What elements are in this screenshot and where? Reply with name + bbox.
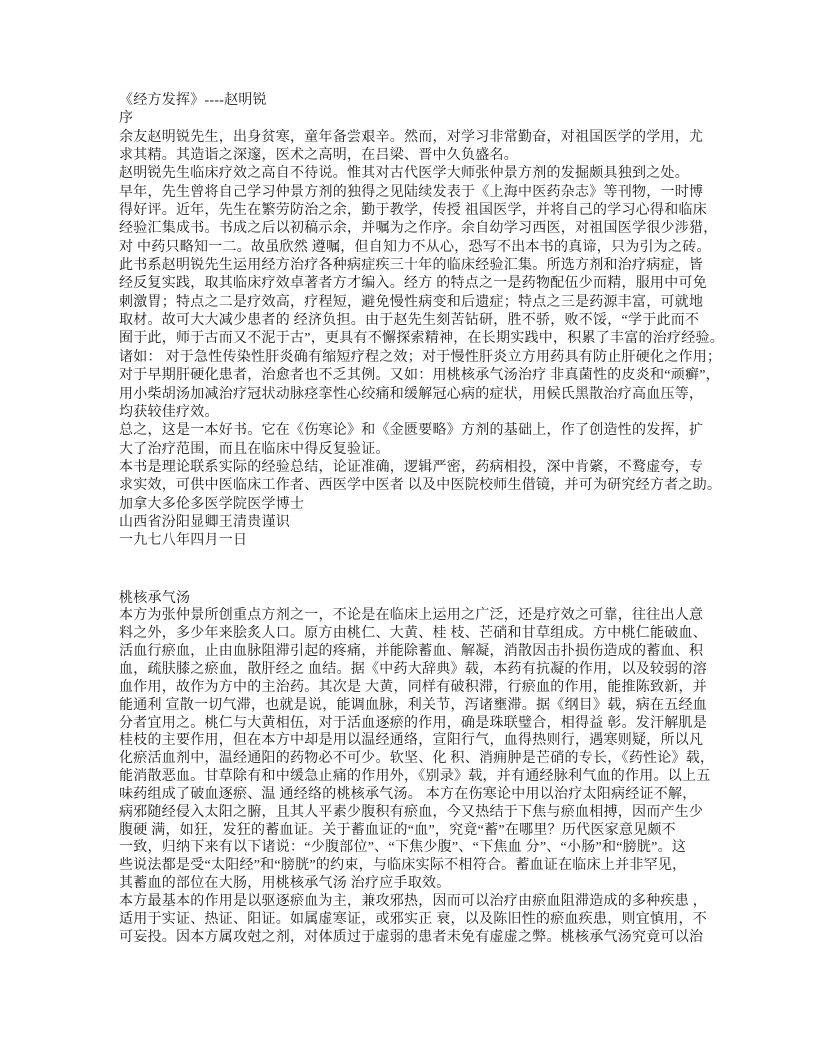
chapter-text-line: 血作用，故作为方中的主治药。其次是 大黄，同样有破积滞，行瘀血的作用，能推陈致新，并 bbox=[119, 679, 707, 695]
preface-text-line: 大了治疗范围，而且在临床中得反复验证。 bbox=[119, 441, 390, 457]
preface-text-line: 求其精。其造诣之深邃，医术之高明，在吕梁、晋中久负盛名。 bbox=[119, 148, 518, 164]
book-title: 《经方发挥》----赵明锐 bbox=[119, 93, 267, 108]
chapter-section bbox=[119, 590, 715, 947]
chapter-text-line: 味药组成了破血逐瘀、温 通经络的桃核承气汤。 本方在伤寒论中用以治疗太阳病经证不解， bbox=[119, 786, 697, 802]
chapter-text-line: 桂枝的主要作用，但在本方中却是用以温经通络，宣阳行气，血得热则行，遇寒则疑，所以凡 bbox=[119, 733, 704, 749]
preface-text-line: 余友赵明锐先生，出身贫寒，童年备尝艰辛。然而，对学习非常勤奋，对祖国医学的学用，尤 bbox=[119, 129, 704, 145]
chapter-text-line: 血，疏肤膝之瘀血，散肝经之 血结。据《中药大辞典》载，本药有抗凝的作用，以及较弱的溶 bbox=[119, 661, 707, 677]
preface-text-line: 刺激胃；特点之二是疗效高，疗程短，避免慢性病变和后遗症；特点之三是药源丰富，可就地 bbox=[119, 294, 704, 310]
chapter-body bbox=[119, 607, 715, 946]
chapter-text-line: 活血行瘀血，止由血脉阻滞引起的疼痛，并能除蓄血、解凝，消散因击扑损伤造成的蓄血、积 bbox=[119, 644, 704, 660]
preface-text-line: 用小柴胡汤加减治疗冠状动脉痉挛性心绞痛和缓解冠心病的症状，用候氏黑散治疗高血压等， bbox=[119, 386, 704, 402]
chapter-text-line: 能消散恶血。甘草除有和中缓急止痛的作用外，《别录》载，并有通经脉利气血的作用。以上五 bbox=[119, 769, 711, 785]
chapter-text-line: 一致，归纳下来有以下诸说：“少腹部位”、“下焦少腹”、“下焦血 分”、“小肠”和“膀胱”。这 bbox=[119, 840, 687, 856]
preface-heading: 序 bbox=[119, 111, 134, 127]
preface-text-line: 均获较佳疗效。 bbox=[119, 404, 219, 420]
chapter-text-line: 本方最基本的作用是以驱逐瘀血为主，兼攻邪热，因而可以治疗由瘀血阻滞造成的多种疾患 ， bbox=[119, 893, 707, 909]
preface-text-line: 诸如： 对于急性传染性肝炎确有缩短疗程之效；对于慢性肝炎立方用药具有防止肝硬化之作用； bbox=[119, 349, 722, 365]
preface-text-line: 赵明锐先生临床疗效之高自不待说。惟其对古代医学大师张仲景方剂的发掘颇具独到之处。 bbox=[119, 166, 689, 182]
preface-text-line: 得好评。近年，先生在繁劳防治之余，勤于教学，传授 祖国医学，并将自己的学习心得和临床 bbox=[119, 203, 707, 219]
preface-text-line: 山西省汾阳显卿王清贵谨识 bbox=[119, 514, 290, 530]
chapter-text-line: 化瘀活血剂中，温经通阳的药物必不可少。软坚、化 积、消痈肿是芒硝的专长，《药性论》载， bbox=[119, 751, 715, 767]
chapter-text-line: 料之外，多少年来脍炙人口。原方由桃仁、大黄、桂 枝、芒硝和甘草组成。方中桃仁能破血、 bbox=[119, 626, 707, 642]
preface-text-line: 经验汇集成书。书成之后以初稿示余，并嘱为之作序。余自幼学习西医，对祖国医学很少涉猎， bbox=[119, 221, 718, 237]
chapter-text-line: 些说法都是受“太阳经”和“膀胱”的约束，与临床实际不相符合。蓄血证在临床上并非罕见， bbox=[119, 858, 687, 874]
preface-text-line: 经反复实践，取其临床疗效卓著者方才编入。经方 的特点之一是药物配伍少而精，服用中可免 bbox=[119, 276, 707, 292]
preface-text-line: 对于早期肝硬化患者，治愈者也不乏其例。又如：用桃核承气汤治疗 非真菌性的皮炎和“顽癣”， bbox=[119, 368, 720, 384]
chapter-text-line: 其蓄血的部位在大肠，用桃核承气汤 治疗应手取效。 bbox=[119, 876, 451, 892]
preface-text-line: 一九七八年四月一日 bbox=[119, 533, 248, 549]
preface-text-line: 取材。故可大大减少患者的 经济负担。由于赵先生刻苦钻研，胜不骄，败不馁，“学于此而不 bbox=[119, 313, 700, 329]
chapter-text-line: 能通利 宣散一切气滞，也就是说，能调血脉，利关节，泻诸壅滞。据《纲目》载，病在五经血 bbox=[119, 697, 707, 713]
preface-text-line: 总之，这是一本好书。它在《伤寒论》和《金匮要略》方剂的基础上，作了创造性的发挥，扩 bbox=[119, 423, 704, 439]
preface-text-line: 求实效，可供中医临床工作者、西医学中医者 以及中医院校师生借镜，并可为研究经方者之助。 bbox=[119, 478, 722, 494]
preface-text-line: 加拿大多伦多医学院医学博士 bbox=[119, 496, 305, 512]
chapter-text-line: 本方为张仲景所创重点方剂之一，不论是在临床上运用之广泛，还是疗效之可靠，往往出人意 bbox=[119, 608, 704, 624]
chapter-heading: 桃核承气汤 bbox=[119, 590, 191, 606]
chapter-text-line: 腹硬 满，如狂，发狂的蓄血证。关于蓄血证的“血”，究竟“蓄”在哪里？历代医家意见颇不 bbox=[119, 822, 676, 838]
preface-text-line: 对 中药只略知一二。故虽欣然 遵嘱，但自知力不从心，恐写不出本书的真谛，只为引为之砖。 bbox=[119, 239, 711, 255]
chapter-text-line: 可妄投。因本方属攻尅之剂，对体质过于虚弱的患者未免有虚虚之弊。桃核承气汤究竟可以治 bbox=[119, 929, 704, 945]
text-block bbox=[119, 92, 724, 946]
preface-text-line: 此书系赵明锐先生运用经方治疗各种病症疾三十年的临床经验汇集。所选方剂和治疗病症，皆 bbox=[119, 258, 704, 274]
preface-body bbox=[119, 129, 724, 551]
preface-text-line: 囿于此，师于古而又不泥于古”，更具有不懈探索精神，在长期实践中，积累了丰富的治疗经验。 bbox=[119, 331, 724, 347]
preface-section bbox=[119, 92, 724, 551]
preface-text-line: 本书是理论联系实际的经验总结，论证准确，逻辑严密，药病相投，深中肯綮，不鹜虚夸，专 bbox=[119, 459, 704, 475]
preface-text-line: 早年，先生曾将自己学习仲景方剂的独得之见陆续发表于《上海中医药杂志》等刊物，一时博 bbox=[119, 184, 704, 200]
chapter-text-line: 适用于实证、热证、阳证。如属虚寒证，或邪实正 衰，以及陈旧性的瘀血疾患，则宜慎用，不 bbox=[119, 911, 707, 927]
chapter-text-line: 病邪随经侵入太阳之腑，且其人平素少腹积有瘀血，今又热结于下焦与瘀血相搏，因而产生少 bbox=[119, 804, 704, 820]
chapter-text-line: 分者宜用之。桃仁与大黄相伍，对于活血逐瘀的作用，确是珠联璧合，相得益 彰。发汗解肌是 bbox=[119, 715, 707, 731]
